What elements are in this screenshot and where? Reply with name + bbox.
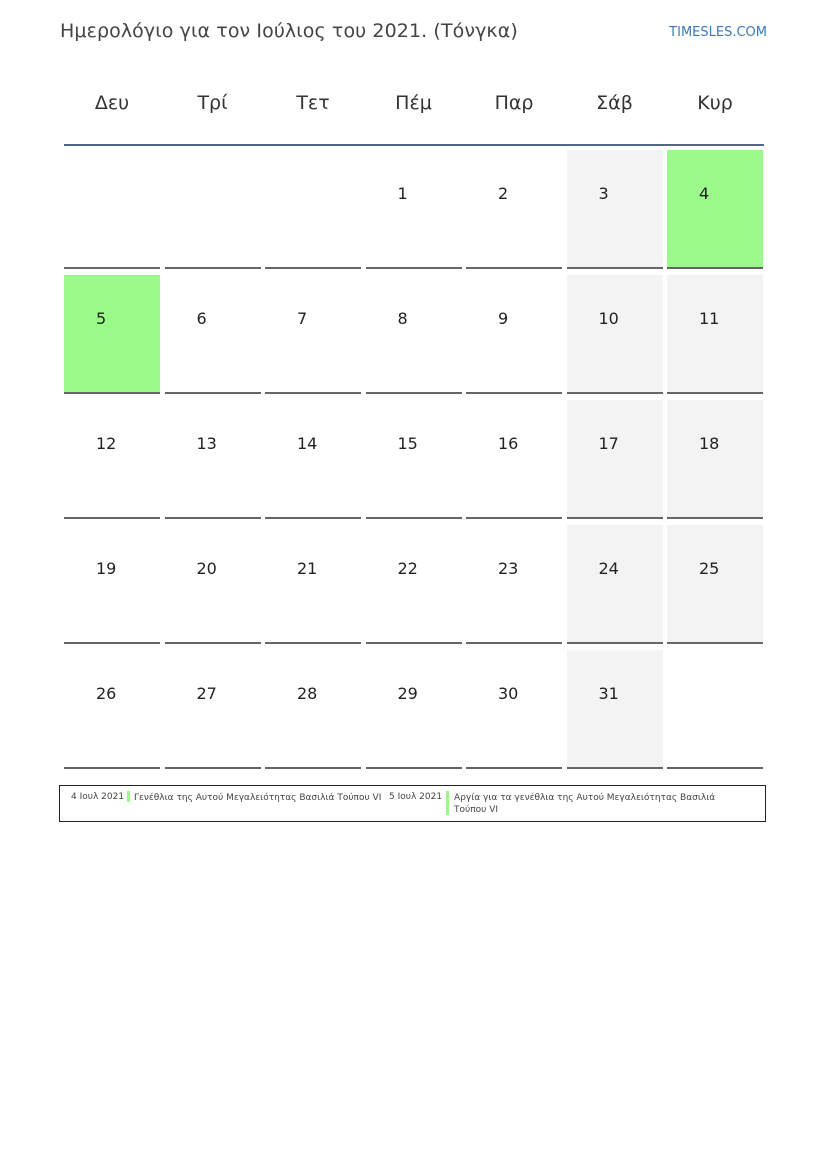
day-cell[interactable] (466, 400, 562, 519)
day-cell[interactable] (567, 400, 663, 519)
day-number: 4 (699, 184, 710, 203)
day-number: 10 (598, 309, 619, 328)
day-number: 11 (699, 309, 720, 328)
day-cell[interactable] (366, 525, 462, 644)
weekday-label: Τρί (197, 92, 228, 114)
day-cell[interactable] (265, 400, 361, 519)
legend-date: 4 Ιουλ 2021 (71, 792, 125, 802)
day-cell[interactable] (466, 150, 562, 269)
day-number: 18 (699, 434, 720, 453)
day-cell[interactable] (567, 150, 663, 269)
day-number: 5 (96, 309, 107, 328)
day-number: 3 (598, 184, 609, 203)
day-cell[interactable] (567, 275, 663, 394)
day-number: 12 (96, 434, 117, 453)
day-number: 20 (196, 559, 217, 578)
weekday-header (64, 80, 764, 146)
day-cell[interactable] (64, 525, 160, 644)
day-number: 14 (297, 434, 318, 453)
day-cell[interactable] (567, 525, 663, 644)
day-cell[interactable] (165, 650, 261, 769)
day-number: 1 (397, 184, 408, 203)
day-number: 21 (297, 559, 318, 578)
empty-day-cell (265, 150, 361, 269)
day-cell[interactable] (64, 400, 160, 519)
brand-link[interactable]: TIMESLES.COM (669, 25, 767, 40)
day-number: 25 (699, 559, 720, 578)
day-cell[interactable] (64, 275, 160, 394)
day-number: 26 (96, 684, 117, 703)
day-number: 7 (297, 309, 308, 328)
day-number: 15 (397, 434, 418, 453)
day-cell[interactable] (667, 400, 763, 519)
day-number: 8 (397, 309, 408, 328)
legend-date: 5 Ιουλ 2021 (389, 792, 443, 802)
weekday-label: Παρ (494, 92, 534, 114)
day-number: 28 (297, 684, 318, 703)
day-cell[interactable] (165, 400, 261, 519)
day-cell[interactable] (667, 150, 763, 269)
empty-day-cell (64, 150, 160, 269)
empty-day-cell (165, 150, 261, 269)
day-cell[interactable] (366, 150, 462, 269)
day-number: 17 (598, 434, 619, 453)
day-cell[interactable] (265, 525, 361, 644)
weekday-label: Σάβ (596, 92, 633, 114)
day-cell[interactable] (366, 275, 462, 394)
day-number: 31 (598, 684, 619, 703)
day-number: 16 (498, 434, 519, 453)
day-number: 19 (96, 559, 117, 578)
day-cell[interactable] (667, 275, 763, 394)
weekday-label: Τετ (296, 92, 330, 114)
empty-day-cell (667, 650, 763, 769)
legend-holiday-swatch (446, 791, 449, 815)
day-cell[interactable] (165, 525, 261, 644)
day-cell[interactable] (64, 650, 160, 769)
day-number: 30 (498, 684, 519, 703)
day-number: 23 (498, 559, 519, 578)
legend-holiday-name: Γενέθλια της Αυτού Μεγαλειότητας Βασιλιά Τούπου VI (134, 793, 382, 803)
day-number: 2 (498, 184, 509, 203)
weekday-label: Πέμ (395, 92, 432, 114)
day-cell[interactable] (466, 650, 562, 769)
day-number: 29 (397, 684, 418, 703)
legend-holiday-swatch (127, 791, 130, 802)
weekday-label: Κυρ (697, 92, 733, 114)
weekday-label: Δευ (94, 92, 130, 114)
day-number: 9 (498, 309, 509, 328)
day-number: 24 (598, 559, 619, 578)
legend-holiday-name: Αργία για τα γενέθλια της Αυτού Μεγαλειότητας Βασιλιά Τούπου VI (454, 793, 716, 815)
day-cell[interactable] (265, 650, 361, 769)
day-number: 22 (397, 559, 418, 578)
day-cell[interactable] (567, 650, 663, 769)
day-cell[interactable] (366, 400, 462, 519)
day-number: 6 (196, 309, 207, 328)
day-cell[interactable] (165, 275, 261, 394)
page-title: Ημερολόγιο για τον Ιούλιος του 2021. (Τόνγκα) (60, 20, 518, 42)
day-cell[interactable] (265, 275, 361, 394)
day-number: 13 (196, 434, 217, 453)
day-cell[interactable] (366, 650, 462, 769)
day-number: 27 (196, 684, 217, 703)
day-cell[interactable] (466, 275, 562, 394)
day-cell[interactable] (466, 525, 562, 644)
day-cell[interactable] (667, 525, 763, 644)
holiday-legend (59, 785, 766, 822)
